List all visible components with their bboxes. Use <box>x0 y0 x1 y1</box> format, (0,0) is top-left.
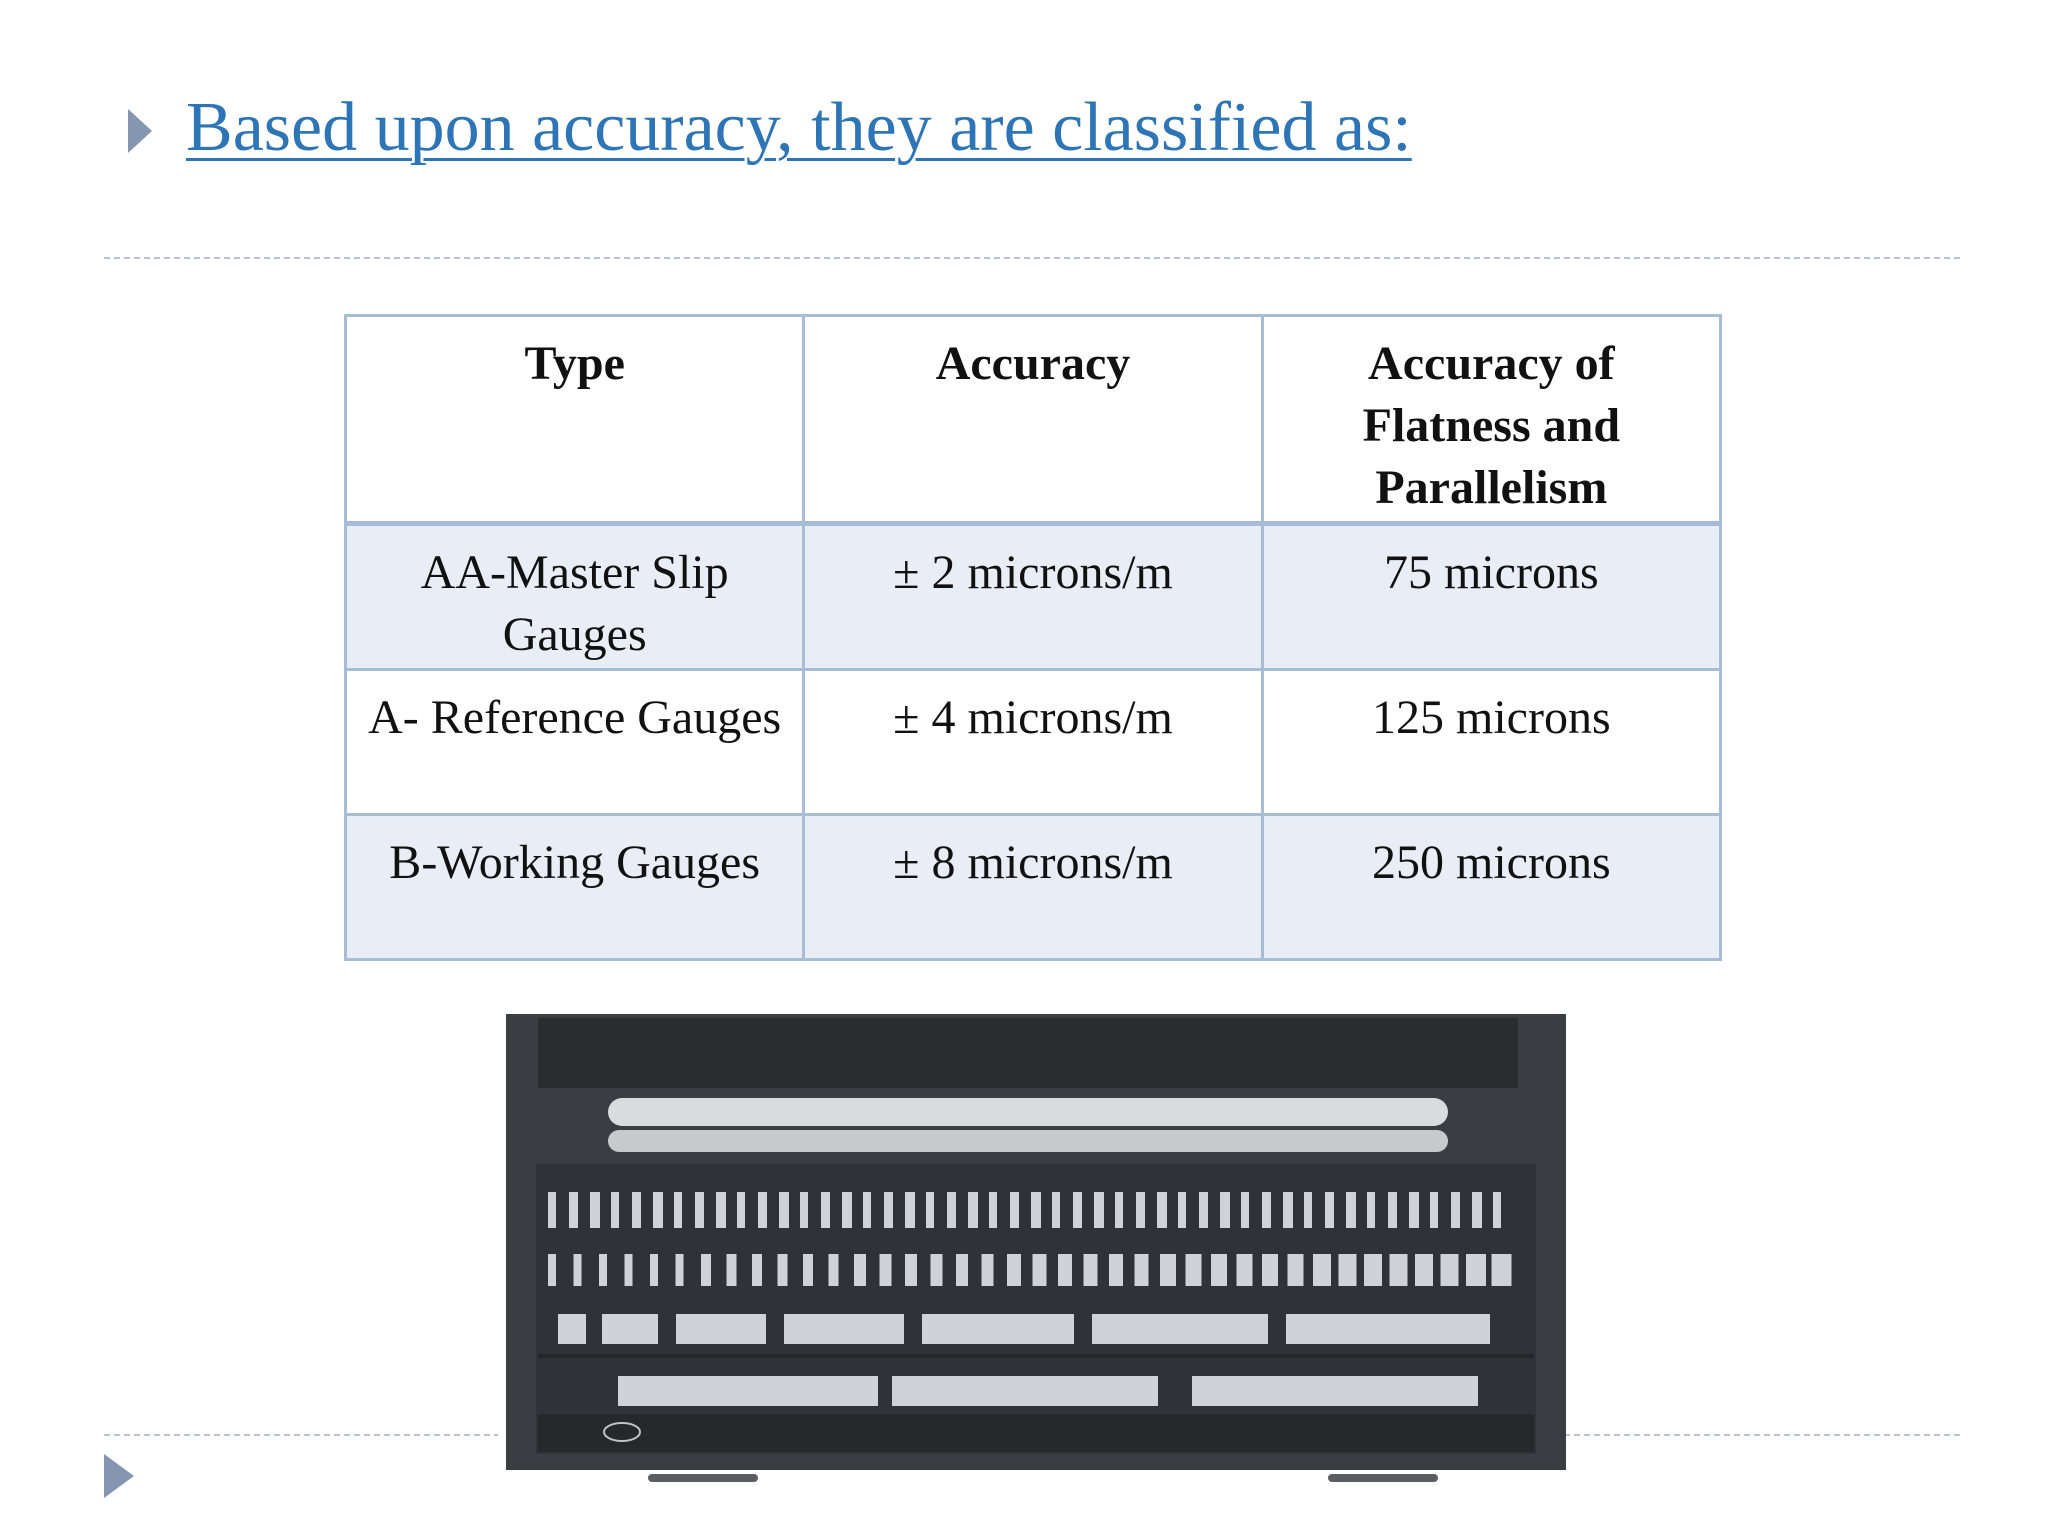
gauge-block <box>1157 1192 1167 1228</box>
gauge-block <box>574 1254 582 1286</box>
gauge-block <box>956 1254 968 1286</box>
gauge-block <box>1033 1254 1047 1286</box>
gauge-block <box>1339 1254 1357 1286</box>
gauge-block <box>569 1192 578 1228</box>
gauge-block <box>701 1254 711 1286</box>
gauge-block <box>1109 1254 1123 1286</box>
gauge-block <box>884 1192 893 1228</box>
table-row <box>346 815 1721 960</box>
table-row <box>346 524 1721 670</box>
gauge-block <box>548 1192 556 1228</box>
gauge-block <box>1115 1192 1123 1228</box>
gauge-block <box>947 1192 956 1228</box>
gauge-block <box>905 1254 917 1286</box>
gauge-block <box>1084 1254 1098 1286</box>
gauge-block <box>1415 1254 1433 1286</box>
gauge-block <box>674 1192 682 1228</box>
gauge-block <box>625 1254 633 1286</box>
cell-accuracy: ± 4 microns/m <box>804 670 1262 815</box>
header-type: Type <box>346 316 804 524</box>
gauge-block <box>611 1192 619 1228</box>
gauge-block <box>1288 1254 1304 1286</box>
gauge-block <box>1367 1192 1375 1228</box>
gauge-block <box>1409 1192 1419 1228</box>
gauge-block <box>1364 1254 1382 1286</box>
gauge-block <box>737 1192 745 1228</box>
gauge-block <box>548 1254 556 1286</box>
gauge-block <box>989 1192 997 1228</box>
cell-type: AA-Master Slip Gauges <box>346 524 804 670</box>
gauge-block <box>1451 1192 1460 1228</box>
gauge-block <box>1220 1192 1230 1228</box>
gauge-block <box>758 1192 767 1228</box>
gauge-block <box>779 1192 789 1228</box>
gauge-block <box>1186 1254 1202 1286</box>
gauge-block <box>1241 1192 1249 1228</box>
gauge-block <box>1237 1254 1253 1286</box>
gauge-block <box>1304 1192 1312 1228</box>
cell-flatness: 75 microns <box>1262 524 1720 670</box>
gauge-block <box>1283 1192 1293 1228</box>
gauge-block <box>1262 1254 1278 1286</box>
gauge-block <box>590 1192 600 1228</box>
bullet-arrow-icon <box>128 109 152 153</box>
gauge-block <box>926 1192 934 1228</box>
cell-type: B-Working Gauges <box>346 815 804 960</box>
gauge-block <box>829 1254 839 1286</box>
gauge-block <box>968 1192 978 1228</box>
gauge-block <box>1136 1192 1145 1228</box>
gauge-block <box>905 1192 915 1228</box>
footer-arrow-icon <box>104 1454 134 1498</box>
gauge-block <box>716 1192 726 1228</box>
gauge-block <box>800 1192 808 1228</box>
table-header-row <box>346 316 1721 524</box>
gauge-block <box>1313 1254 1331 1286</box>
gauge-block <box>1493 1192 1501 1228</box>
gauge-block <box>752 1254 762 1286</box>
gauge-block <box>599 1254 607 1286</box>
gauge-block <box>1160 1254 1176 1286</box>
gauge-block <box>1094 1192 1104 1228</box>
header-accuracy: Accuracy <box>804 316 1262 524</box>
gauge-block <box>1388 1192 1397 1228</box>
gauge-block <box>1390 1254 1408 1286</box>
gauge-block <box>1325 1192 1334 1228</box>
cell-accuracy: ± 8 microns/m <box>804 815 1262 960</box>
gauge-block <box>931 1254 943 1286</box>
gauge-block <box>880 1254 892 1286</box>
cell-flatness: 125 microns <box>1262 670 1720 815</box>
cell-type: A- Reference Gauges <box>346 670 804 815</box>
gauge-block <box>1010 1192 1019 1228</box>
gauge-block <box>1031 1192 1041 1228</box>
slide-heading-link[interactable]: Based upon accuracy, they are classified as: <box>186 89 1412 166</box>
gauge-block <box>778 1254 788 1286</box>
gauge-block <box>1135 1254 1149 1286</box>
gauge-block <box>821 1192 830 1228</box>
gauge-block <box>1466 1254 1486 1286</box>
header-flatness: Accuracy of Flatness and Parallelism <box>1262 316 1720 524</box>
gauge-block <box>854 1254 866 1286</box>
gauge-block <box>653 1192 663 1228</box>
cell-accuracy: ± 2 microns/m <box>804 524 1262 670</box>
gauge-block <box>982 1254 994 1286</box>
gauge-block <box>1199 1192 1208 1228</box>
gauge-block <box>863 1192 871 1228</box>
gauge-block <box>1441 1254 1459 1286</box>
gauge-block <box>1073 1192 1082 1228</box>
gauge-block <box>676 1254 684 1286</box>
gauge-block <box>727 1254 737 1286</box>
gauge-block <box>1430 1192 1438 1228</box>
cell-flatness: 250 microns <box>1262 815 1720 960</box>
table-row <box>346 670 1721 815</box>
gauge-block <box>803 1254 813 1286</box>
slip-gauge-case-image <box>498 1014 1566 1490</box>
divider-top <box>104 257 1960 259</box>
gauge-block <box>1058 1254 1072 1286</box>
gauge-block <box>1007 1254 1021 1286</box>
gauge-block <box>1472 1192 1482 1228</box>
gauge-block <box>842 1192 852 1228</box>
gauge-block <box>695 1192 704 1228</box>
accuracy-grade-table <box>344 314 1722 961</box>
gauge-block <box>1211 1254 1227 1286</box>
gauge-block <box>1178 1192 1186 1228</box>
gauge-block <box>1052 1192 1060 1228</box>
gauge-block <box>1492 1254 1512 1286</box>
gauge-block <box>650 1254 658 1286</box>
slip-gauge-case-photo <box>498 1014 1566 1490</box>
gauge-block <box>1262 1192 1271 1228</box>
gauge-block <box>1346 1192 1356 1228</box>
gauge-block <box>632 1192 641 1228</box>
